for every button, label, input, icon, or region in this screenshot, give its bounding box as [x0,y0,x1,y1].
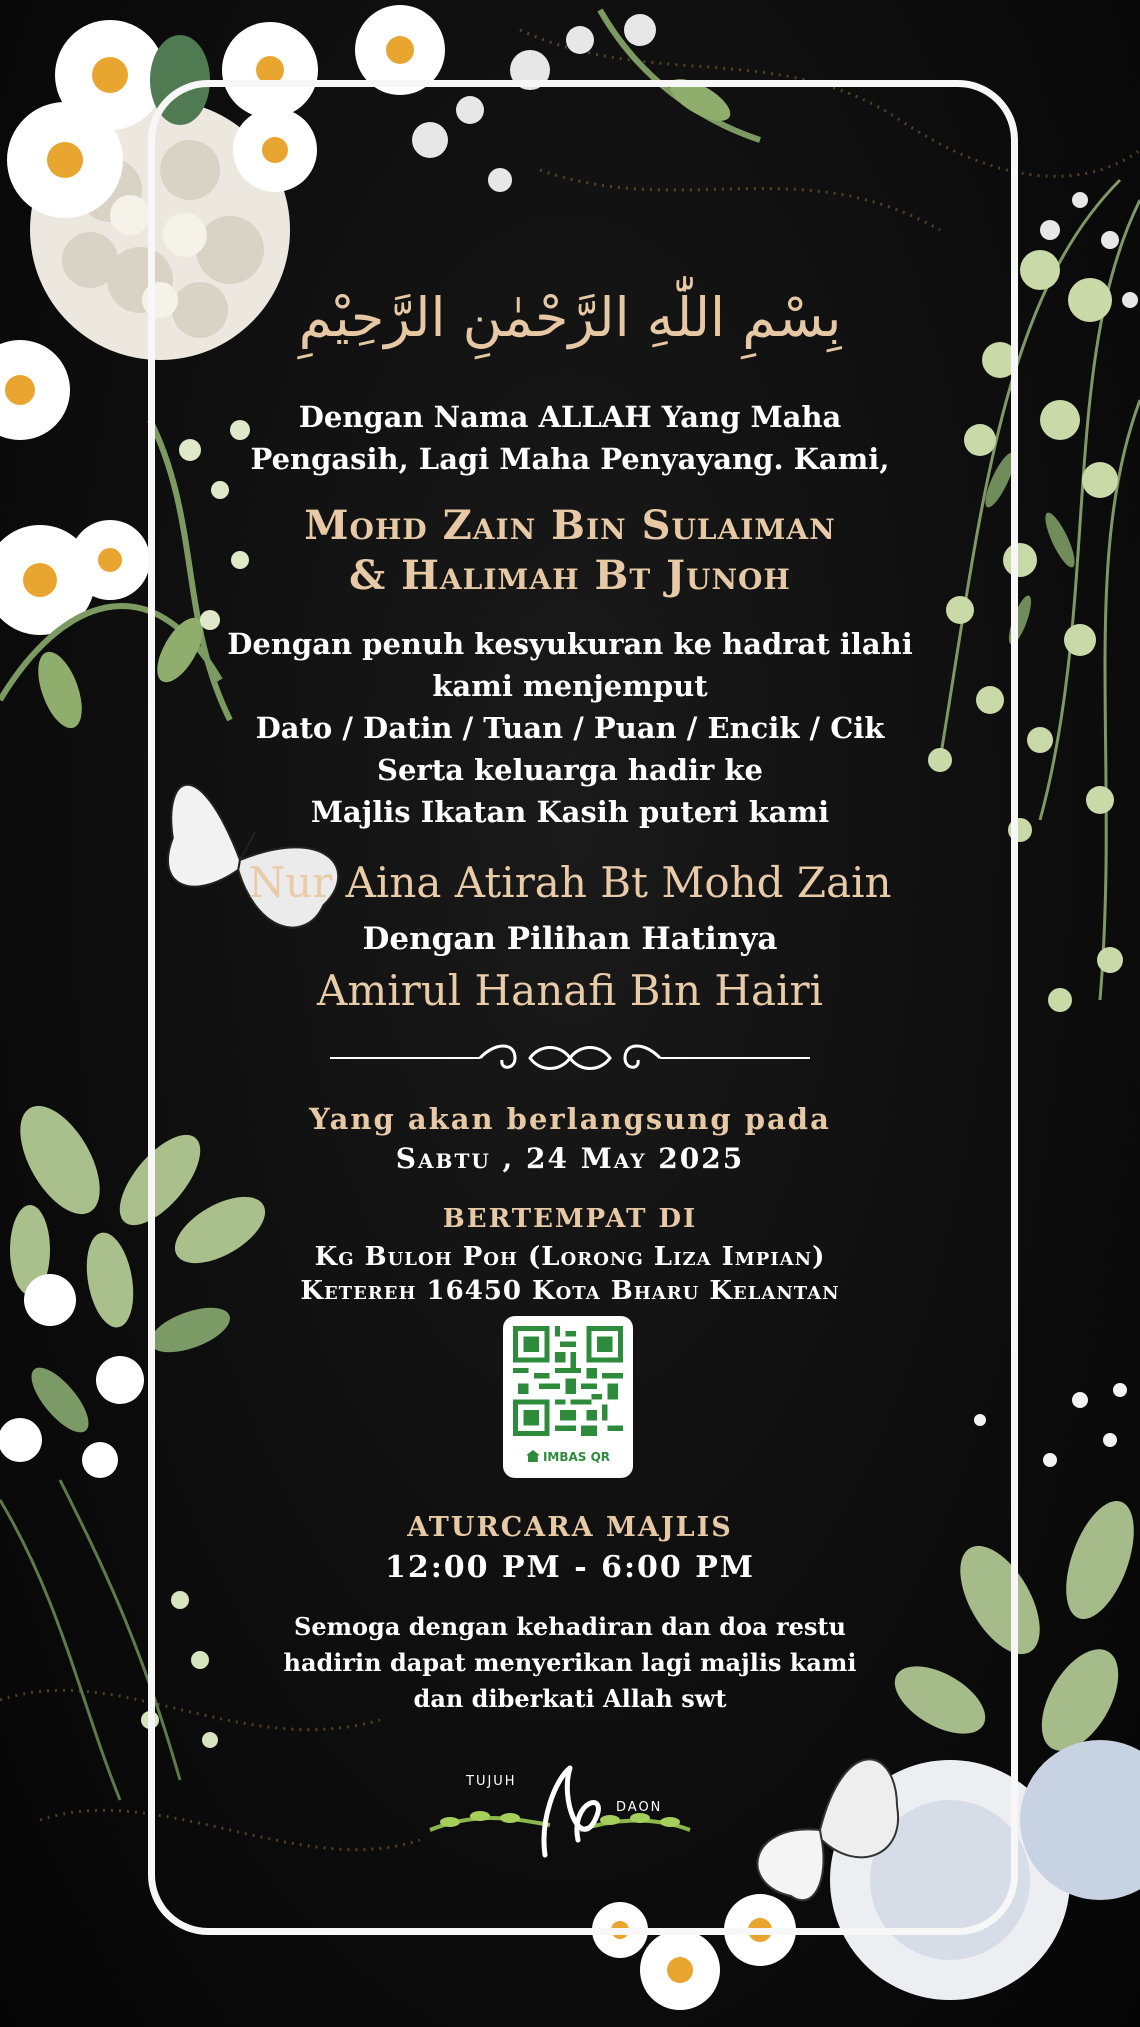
invite-line-2: kami menjemput [432,669,708,703]
brand-right-text: DAON [616,1800,663,1815]
bismillah-calligraphy: بِسْمِ اللّٰهِ الرَّحْمٰنِ الرَّحِيْمِ [298,286,842,349]
qr-label [503,1450,633,1464]
invite-line-3: Dato / Datin / Tuan / Puan / Encik / Cik [255,711,885,745]
date-intro: Yang akan berlangsung pada [309,1102,831,1136]
invite-line-4: Serta keluarga hadir ke [377,753,763,787]
venue-heading: BERTEMPAT DI [442,1204,698,1234]
intro-line-1: Dengan Nama ALLAH Yang Maha [298,400,842,434]
qr-label-text: IMBAS QR [542,1450,611,1464]
qr-code[interactable] [513,1326,623,1436]
closing-line-2: hadirin dapat menyerikan lagi majlis kami [283,1648,857,1677]
parents-name-line-1: Mohd Zain Bin Sulaiman [304,502,836,549]
ornamental-divider [330,1040,810,1076]
groom-name: Amirul Hanafi Bin Hairi [317,966,823,1015]
program-heading: ATURCARA MAJLIS [407,1512,733,1543]
bride-name: Nur Aina Atirah Bt Mohd Zain [248,858,892,907]
brand-logo [420,1760,700,1870]
closing-line-3: dan diberkati Allah swt [413,1684,727,1713]
event-date: Sabtu , 24 May 2025 [395,1142,745,1175]
brand-logo-mark [420,1760,700,1870]
closing-line-1: Semoga dengan kehadiran dan doa restu [294,1612,846,1641]
qr-code-card[interactable] [503,1316,633,1478]
home-icon [526,1450,540,1462]
venue-line-2: Ketereh 16450 Kota Bharu Kelantan [300,1276,840,1306]
program-time: 12:00 PM - 6:00 PM [384,1550,756,1585]
intro-line-2: Pengasih, Lagi Maha Penyayang. Kami, [250,442,890,476]
invite-line-1: Dengan penuh kesyukuran ke hadrat ilahi [227,627,913,661]
venue-line-1: Kg Buloh Poh (Lorong Liza Impian) [314,1242,826,1272]
brand-left-text: TUJUH [466,1774,517,1789]
parents-name-line-2: & Halimah Bt Junoh [349,552,791,599]
connector-text: Dengan Pilihan Hatinya [362,921,778,957]
invite-line-5: Majlis Ikatan Kasih puteri kami [310,795,830,829]
